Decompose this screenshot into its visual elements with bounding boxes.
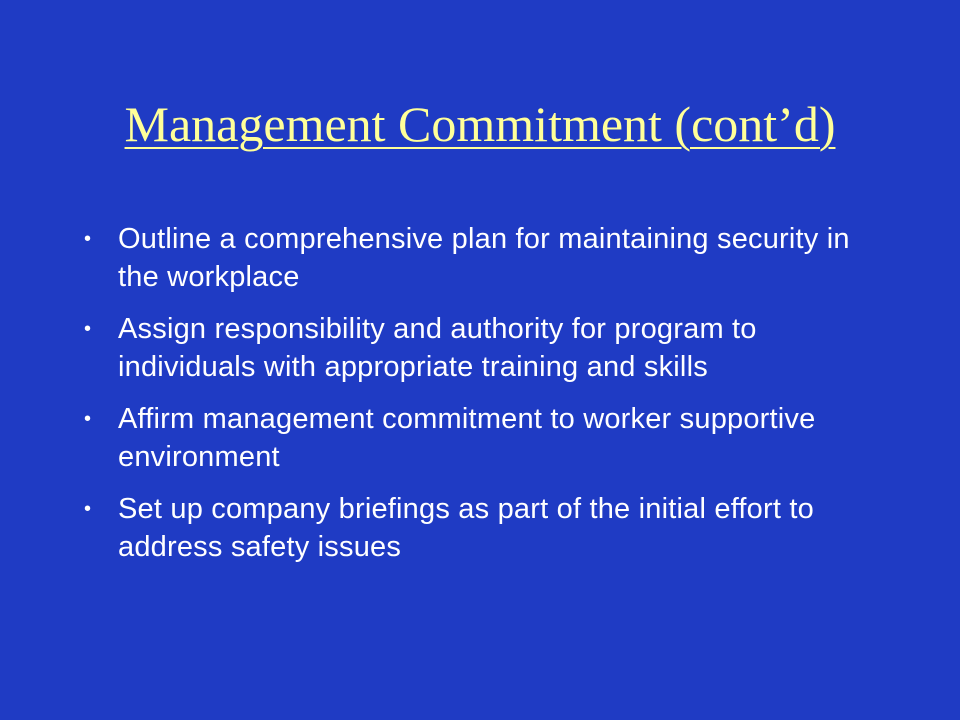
bullet-text: Assign responsibility and authority for program to individuals with appropriate training and skills (118, 313, 757, 383)
bullet-list (80, 220, 880, 580)
bullet-text: Set up company briefings as part of the initial effort to address safety issues (118, 493, 814, 563)
bullet-point-icon: • (84, 408, 92, 430)
slide-title: Management Commitment (cont’d) (124, 96, 836, 152)
bullet-point-icon: • (84, 318, 92, 340)
bullet-item (80, 400, 880, 476)
bullet-text: Outline a comprehensive plan for maintaining security in the workplace (118, 223, 850, 293)
bullet-item (80, 490, 880, 566)
bullet-point-icon: • (84, 228, 92, 250)
bullet-point-icon: • (84, 498, 92, 520)
bullet-item (80, 310, 880, 386)
bullet-text: Affirm management commitment to worker supportive environment (118, 403, 816, 473)
bullet-item (80, 220, 880, 296)
